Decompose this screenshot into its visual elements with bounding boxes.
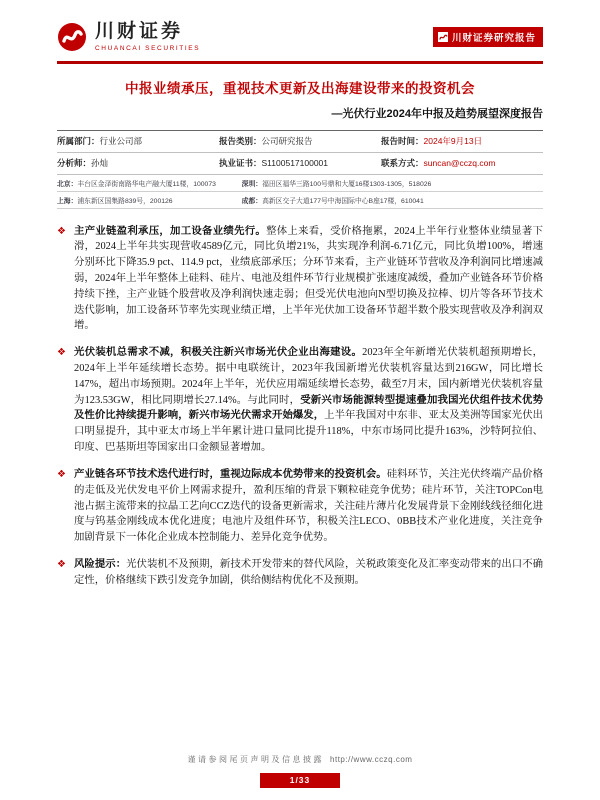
brand-logo-icon <box>57 22 87 52</box>
badge-label: 川财证券研究报告 <box>451 33 536 44</box>
address-row <box>57 175 543 192</box>
meta-row <box>57 153 543 175</box>
paragraph-text: 上半年我国对中东非、亚太及美洲等国家光伏出口明显提升，其中亚太市场上半年累计进口量同比提升118%，中东市场同比提升163%，沙特阿拉伯、印度、巴基斯坦等国家出口金额显著增加。 <box>74 410 544 454</box>
meta-cell <box>381 157 543 169</box>
page-number-badge: 1/33 <box>260 773 341 788</box>
paragraph-text: 受新兴市场能源转型提速叠加我国光伏组件技术优势及性价比持续提升影响，新兴市场光伏需求开始爆发， <box>74 394 544 422</box>
report-paragraph <box>57 557 543 589</box>
paragraph-text: 风险提示： <box>74 558 127 570</box>
meta-value: 孙灿 <box>91 158 109 168</box>
brand-name: 川财证券 <box>95 21 184 43</box>
address-value: 福田区福华三路100号鼎和大厦16楼1303-1305，518026 <box>262 180 432 188</box>
meta-cell <box>57 157 219 169</box>
address-cell <box>242 178 543 188</box>
meta-value: 行业公司部 <box>99 136 143 146</box>
footer-url-link[interactable]: http://www.cczq.com <box>330 754 413 764</box>
report-paragraph <box>57 467 543 546</box>
diamond-bullet-icon: ❖ <box>57 468 66 480</box>
meta-label: 报告时间： <box>381 136 424 146</box>
report-paragraph <box>57 224 543 335</box>
meta-label: 分析师： <box>57 158 92 168</box>
report-series-badge <box>433 27 543 47</box>
paragraph-text: 产业链各环节技术迭代进行时，重视边际成本优势带来的投资机会。 <box>74 468 387 480</box>
meta-label: 所属部门： <box>57 136 100 146</box>
paragraph-text: 整体上来看，受价格拖累，2024上半年行业整体业绩显著下滑，2024上半年共实现营收4589亿元，同比负增21%，共实现净利润-6.71亿元，同比负增100%，增速分别环比下降35.9 pct、114.9 pct，业绩底部承压；分环节来看，主产业链环节营收及净利润同比增速减弱，2024年上半年整体上硅料、硅片、电池及组件环节行业规模扩张速度减缓，叠加产业链各环节价格持续下挫，主产业链个股营收及净利润快速走弱；但受光伏电池向N型切换及拉棒、切片等各环节技术迭代影响，加工设备环节率先实现业绩正增，上半年光伏加工设备环节超半数个股实现营收及净利润双增。 <box>74 225 543 332</box>
address-row <box>57 192 543 209</box>
report-meta-table <box>57 130 543 209</box>
address-cell <box>57 195 242 205</box>
badge-logo-icon <box>438 32 448 42</box>
address-value: 丰台区金泽街南路华电产融大厦11楼，100073 <box>77 180 216 188</box>
address-value: 浦东新区国集路839号，200126 <box>77 197 173 205</box>
header-divider <box>57 61 543 64</box>
paragraph-text: 光伏装机不及预期，新技术开发带来的替代风险，关税政策变化及汇率变动带来的出口不确定性，价格继续下跌引发竞争加剧，供给侧结构优化不及预期。 <box>74 558 544 586</box>
diamond-bullet-icon: ❖ <box>57 347 66 359</box>
address-label: 北京： <box>57 180 78 188</box>
header <box>0 0 600 52</box>
brand <box>57 22 200 52</box>
meta-value: suncan@cczq.com <box>423 158 496 168</box>
meta-value: S1100517100001 <box>261 158 329 168</box>
diamond-bullet-icon: ❖ <box>57 558 66 570</box>
report-subtitle: —光伏行业2024年中报及趋势展望深度报告 <box>331 107 543 120</box>
meta-value: 2024年9月13日 <box>423 136 483 146</box>
paragraph-text: 光伏装机总需求不减，积极关注新兴市场光伏企业出海建设。 <box>74 347 363 359</box>
meta-label: 报告类别： <box>219 136 262 146</box>
meta-cell <box>219 135 381 147</box>
address-label: 成都： <box>241 197 263 205</box>
meta-cell <box>57 135 219 147</box>
report-body <box>57 224 543 589</box>
meta-value: 公司研究报告 <box>261 136 313 146</box>
address-cell <box>242 195 543 205</box>
paragraph-text: 硅料环节，关注光伏终端产品价格的走低及光伏发电平价上网需求提升，盈利压缩的背景下颗粒硅竞争优势；硅片环节，关注TOPCon电池占据主流带来的拉晶工艺向CCZ迭代的设备更新需求，关注硅片薄片化发展背景下金刚线线径细化进度与钨基金刚线成本优化进度；电池片及组件环节，积极关注LECO、0BB技术产业化进度，关注竞争加剧背景下一体化企业成本控制能力、差异化竞争优势。 <box>74 468 543 544</box>
office-addresses <box>57 175 543 209</box>
paragraph-text: 2023年全年新增光伏装机超预期增长，2024年上半年延续增长态势。据中电联统计，2023年我国新增光伏装机容量达到216GW，同比增长147%，超出市场预期。2024年上半年，光伏应用端延续增长态势，截至7月末，国内新增光伏装机容量为123.53GW，相比同期增长27.14%。与此同时， <box>74 347 543 406</box>
report-paragraph <box>57 345 543 456</box>
meta-label: 执业证书： <box>219 158 262 168</box>
diamond-bullet-icon: ❖ <box>57 225 66 237</box>
footer-disclaimer: 谨请参阅尾页声明及信息披露 <box>187 754 325 764</box>
address-value: 高新区交子大道177号中海国际中心B座17楼，610041 <box>262 197 424 205</box>
meta-cell <box>381 135 543 147</box>
meta-cell <box>219 157 381 169</box>
address-cell <box>57 178 242 188</box>
address-label: 上海： <box>57 197 78 205</box>
meta-rows <box>57 131 543 175</box>
paragraph-text: 主产业链盈利承压，加工设备业绩先行。 <box>74 225 267 237</box>
brand-text <box>95 22 200 52</box>
brand-name-en: CHUANCAI SECURITIES <box>95 44 201 52</box>
meta-row <box>57 131 543 153</box>
meta-label: 联系方式： <box>381 158 424 168</box>
address-label: 深圳： <box>241 180 263 188</box>
report-title: 中报业绩承压，重视技术更新及出海建设带来的投资机会 <box>125 80 475 96</box>
footer <box>0 754 600 789</box>
footer-disclaimer-line <box>0 754 600 765</box>
